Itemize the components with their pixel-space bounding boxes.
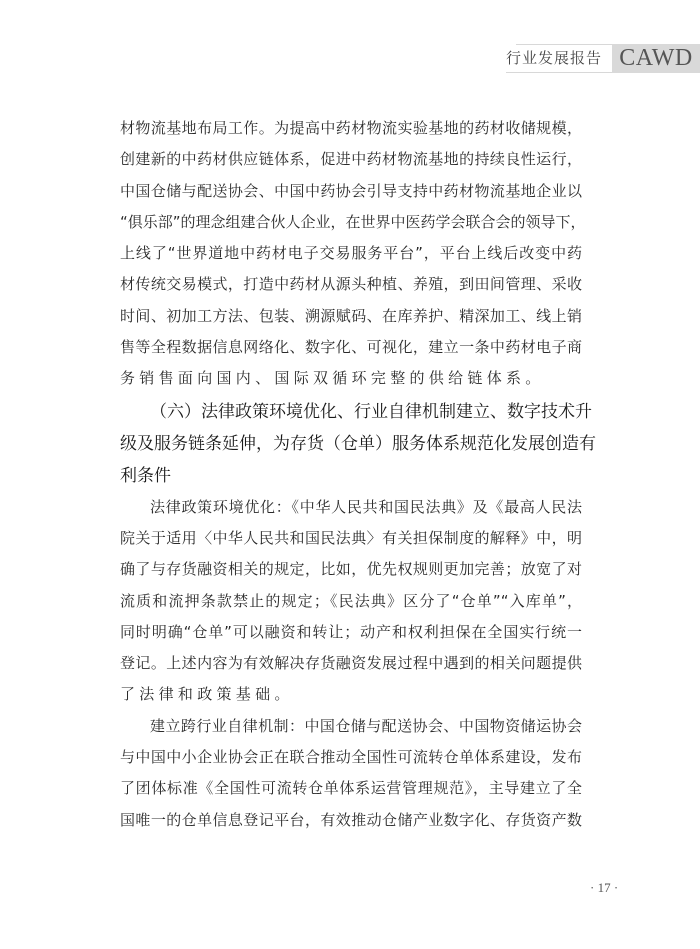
- paragraph-herbal-logistics: [120, 113, 586, 395]
- text-line: 国唯一的仓单信息登记平台，有效推动仓储产业数字化、存货资产数: [120, 810, 582, 829]
- paragraph-self-regulation: [120, 711, 582, 836]
- text-line: 建立跨行业自律机制：中国仓储与配送协会、中国物资储运协会: [150, 716, 582, 735]
- heading-line: 级及服务链条延伸，为存货（仓单）服务体系规范化发展创造有: [120, 433, 596, 454]
- text-line: 创建新的中药材供应链体系，促进中药材物流基地的持续良性运行，: [120, 150, 582, 169]
- text-line: 与中国中小企业协会正在联合推动全国性可流转仓单体系建设，发布: [120, 748, 582, 767]
- text-line: 了团体标准《全国性可流转仓单体系运营管理规范》，主导建立了全: [120, 779, 582, 798]
- paragraph-legal-policy: [120, 492, 582, 711]
- text-line: 中国仓储与配送协会、中国中药协会引导支持中药材物流基地企业以: [120, 181, 582, 200]
- heading-line: （六）法律政策环境优化、行业自律机制建立、数字技术升: [150, 401, 592, 422]
- text-line: 材物流基地布局工作。为提高中药材物流实验基地的药材收储规模，: [120, 119, 582, 137]
- text-line: 务销售面向国内、国际双循环完整的供给链体系。: [120, 369, 545, 388]
- text-line: 院关于适用〈中华人民共和国民法典〉有关担保制度的解释》中，明: [120, 528, 582, 547]
- text-line: 流质和流押条款禁止的规定；《民法典》区分了“仓单”“入库单”，: [120, 591, 582, 610]
- text-line: 售等全程数据信息网络化、数字化、可视化，建立一条中药材电子商: [120, 338, 582, 357]
- text-line: 时间、初加工方法、包装、溯源赋码、在库养护、精深加工、线上销: [120, 306, 582, 325]
- text-line: 登记。上述内容为有效解决存货融资发展过程中遇到的相关问题提供: [120, 654, 582, 673]
- text-line: 材传统交易模式，打造中药材从源头种植、养殖，到田间管理、采收: [120, 275, 582, 294]
- text-line: 上线了“世界道地中药材电子交易服务平台”，平台上线后改变中药: [120, 244, 582, 263]
- header-badge-cawd: CAWD: [612, 44, 700, 73]
- heading-line: 利条件: [120, 465, 171, 486]
- text-line: “俱乐部”的理念组建合伙人企业，在世界中医药学会联合会的领导下，: [120, 212, 586, 231]
- page-body: [120, 113, 596, 836]
- text-line: 同时明确“仓单”可以融资和转让；动产和权利担保在全国实行统一: [120, 622, 582, 641]
- section-heading-six: [120, 396, 596, 492]
- running-header: [496, 44, 700, 73]
- page-number: · 17 ·: [590, 880, 619, 895]
- text-line: 了法律和政策基础。: [120, 685, 294, 704]
- header-section-title: 行业发展报告: [496, 44, 612, 73]
- text-line: 确了与存货融资相关的规定，比如，优先权规则更加完善；放宽了对: [120, 560, 582, 579]
- text-line: 法律政策环境优化：《中华人民共和国民法典》及《最高人民法: [150, 497, 582, 516]
